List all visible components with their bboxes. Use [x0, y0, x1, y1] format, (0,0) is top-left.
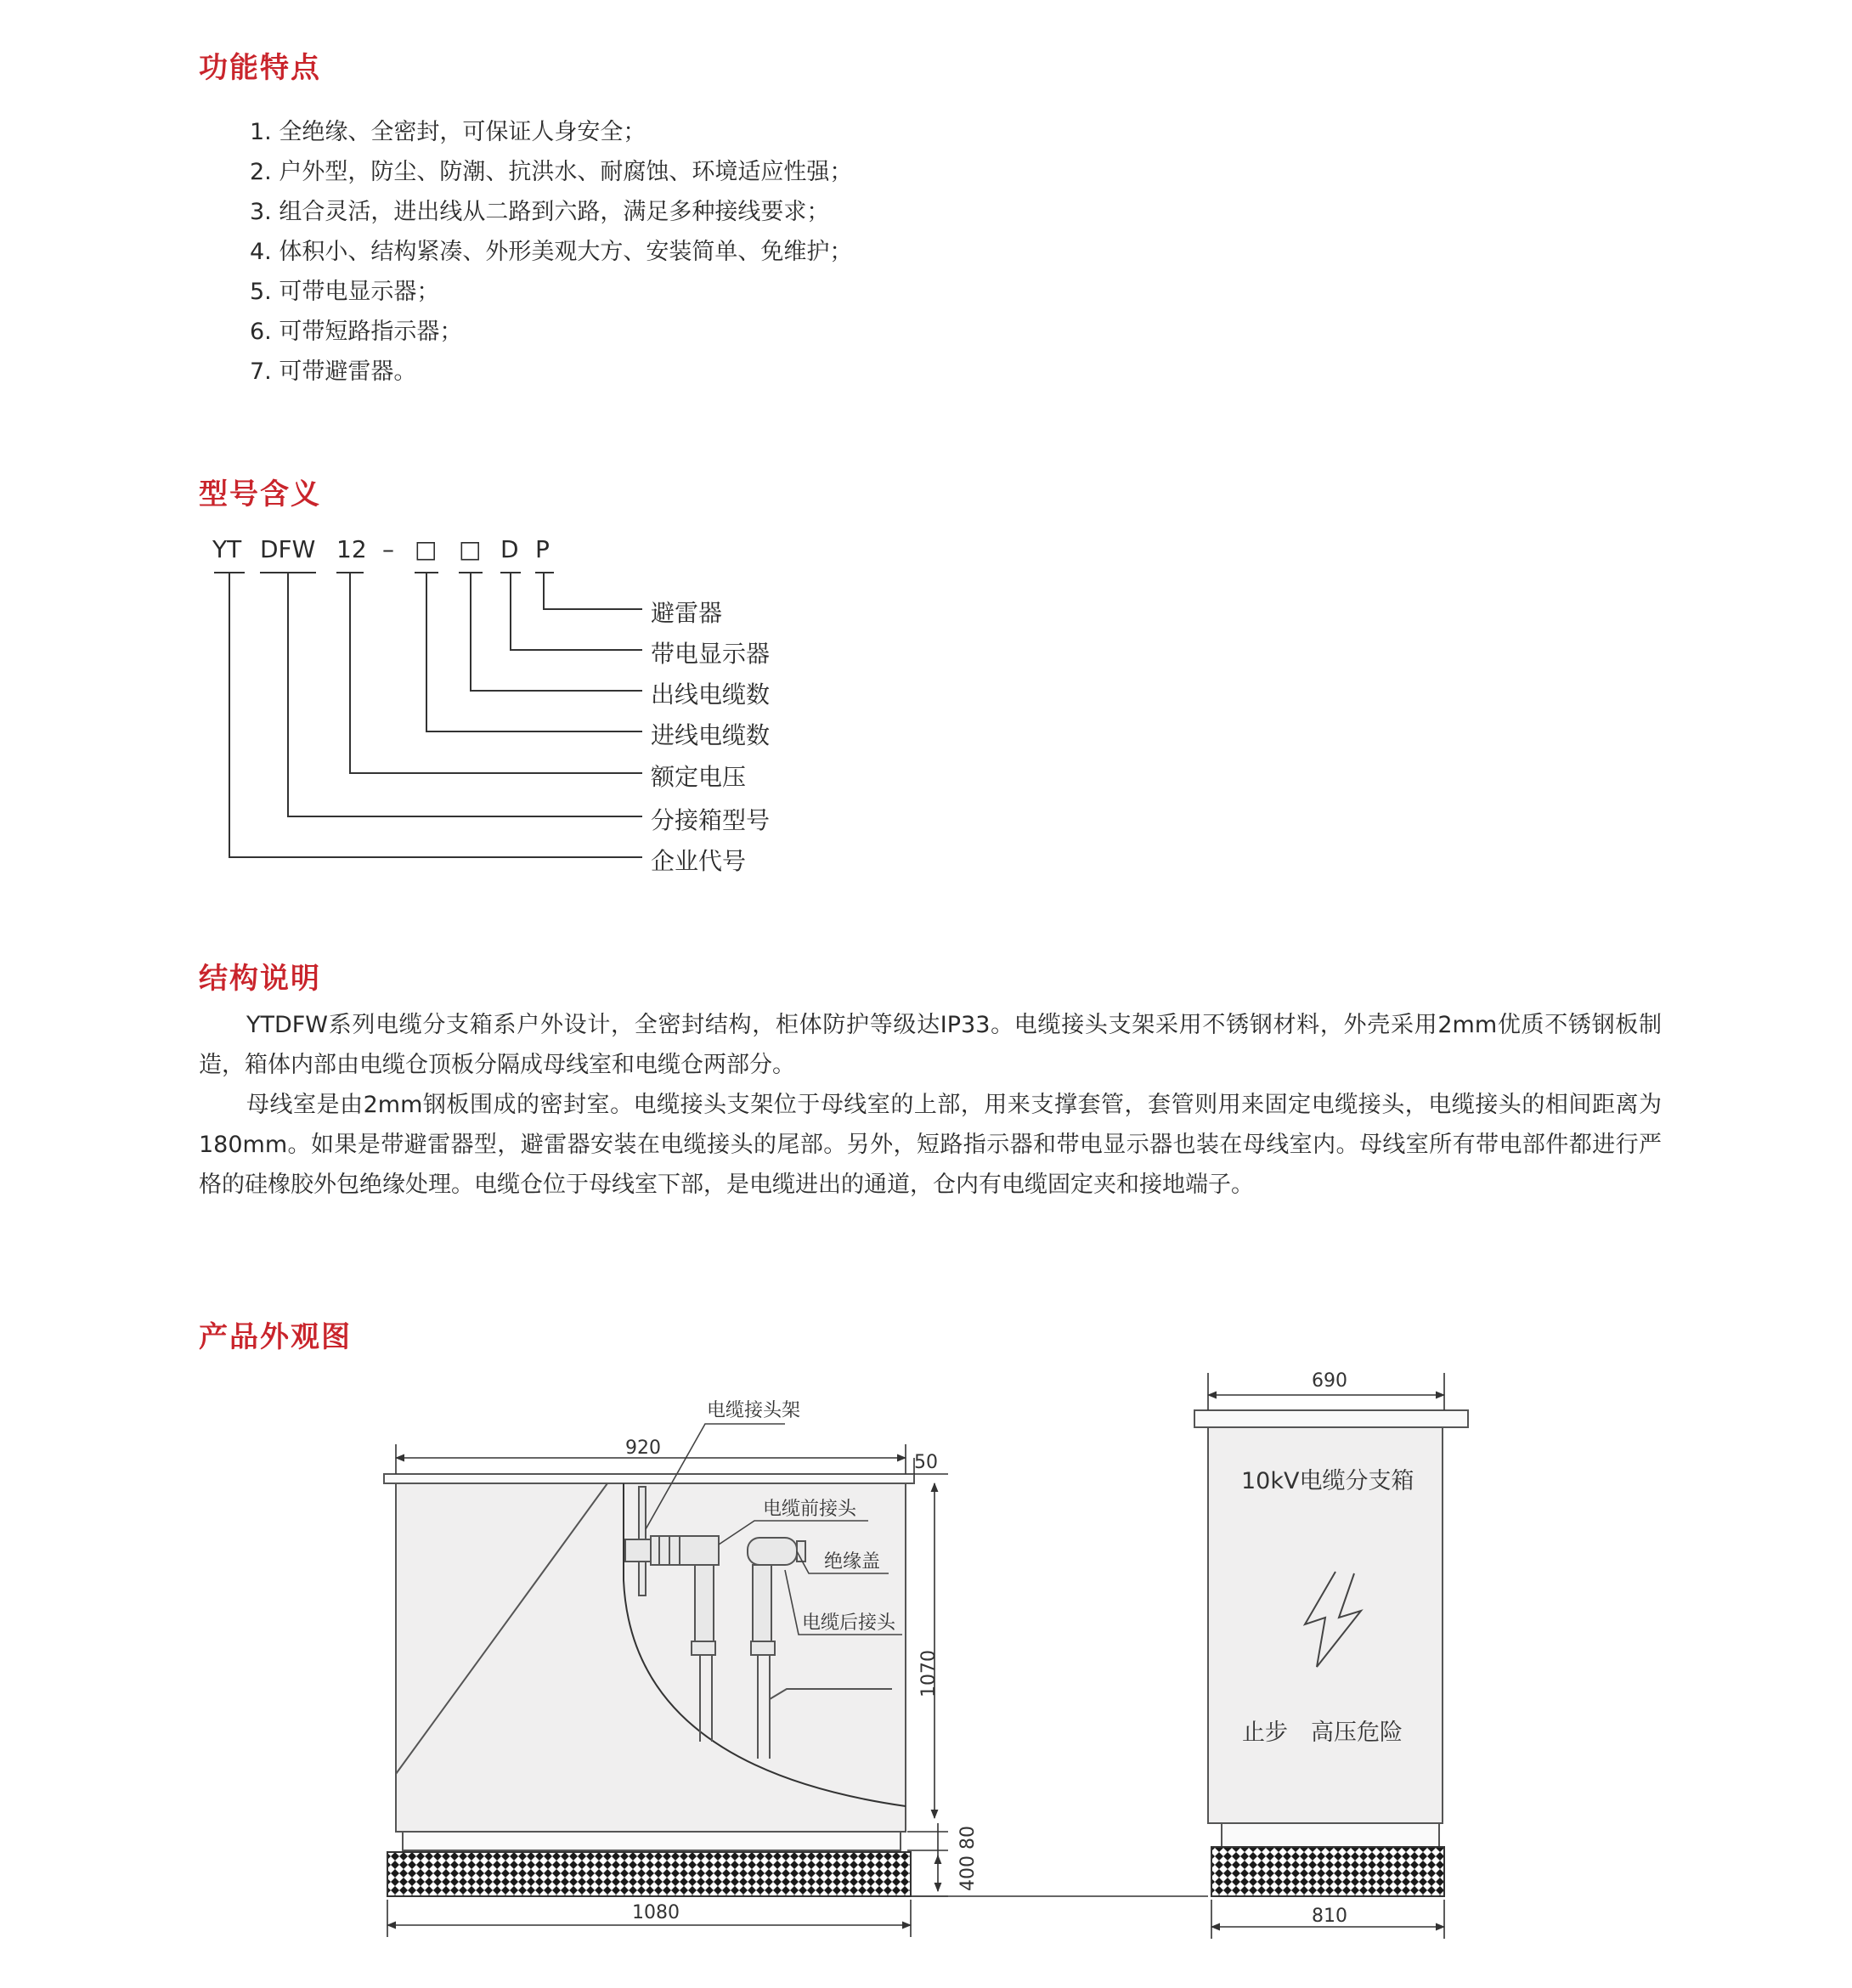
right-box-title: 10kV电缆分支箱 [1241, 1468, 1414, 1494]
code-part-dash: – [382, 535, 394, 563]
dim-left-bottom-width: 1080 [632, 1902, 680, 1923]
legend-company-code: 企业代号 [651, 847, 747, 875]
features-title: 功能特点 [199, 51, 321, 85]
feature-item: 3. 组合灵活，进出线从二路到六路，满足多种接线要求； [250, 199, 830, 225]
legend-box-model: 分接箱型号 [651, 806, 771, 834]
label-front-joint: 电缆前接头 [763, 1499, 857, 1520]
label-cable-bracket: 电缆接头架 [707, 1400, 801, 1421]
structure-title: 结构说明 [199, 962, 321, 996]
feature-item: 5. 可带电显示器； [250, 279, 440, 305]
code-part-12: 12 [336, 535, 367, 563]
dim-left-base: 400 80 [957, 1826, 979, 1891]
legend-outgoing-cables: 出线电缆数 [651, 681, 771, 709]
code-part-yt: YT [212, 535, 242, 563]
feature-item: 6. 可带短路指示器； [250, 319, 463, 345]
feature-item: 1. 全绝缘、全密封，可保证人身安全； [250, 119, 647, 145]
model-title: 型号含义 [199, 477, 321, 511]
feature-item: 4. 体积小、结构紧凑、外形美观大方、安装简单、免维护； [250, 239, 853, 265]
label-insulation-cover: 绝缘盖 [824, 1551, 881, 1573]
code-part-p: P [535, 535, 550, 563]
legend-rated-voltage: 额定电压 [651, 763, 747, 791]
label-rear-joint: 电缆后接头 [802, 1612, 896, 1634]
structure-paragraph-1: YTDFW系列电缆分支箱系户外设计，全密封结构，柜体防护等级达IP33。电缆接头支架采用不锈钢材料，外壳采用2mm优质不锈钢板制造，箱体内部由电缆仓顶板分隔成母线室和电缆仓两部分。 [199, 1012, 1662, 1078]
dim-left-height: 1070 [918, 1650, 940, 1697]
legend-incoming-cables: 进线电缆数 [651, 721, 771, 749]
left-view [384, 1474, 914, 1896]
appearance-title: 产品外观图 [199, 1320, 352, 1354]
feature-item: 2. 户外型，防尘、防潮、抗洪水、耐腐蚀、环境适应性强； [250, 159, 853, 185]
dim-left-overhang: 50 [914, 1452, 938, 1473]
code-part-d: D [500, 535, 519, 563]
dim-right-top-width: 690 [1312, 1370, 1347, 1392]
legend-arrester: 避雷器 [651, 599, 723, 627]
code-part-box-2: □ [459, 535, 482, 563]
legend-live-display: 带电显示器 [651, 640, 771, 668]
code-part-box-1: □ [415, 535, 438, 563]
dim-left-top-width: 920 [625, 1437, 661, 1459]
dim-right-bottom-width: 810 [1312, 1906, 1347, 1927]
code-part-dfw: DFW [260, 535, 316, 563]
feature-item: 7. 可带避雷器。 [250, 359, 417, 385]
structure-paragraph-2: 母线室是由2mm钢板围成的密封室。电缆接头支架位于母线室的上部，用来支撑套管，套管则用来固定电缆接头，电缆接头的相间距离为180mm。如果是带避雷器型，避雷器安装在电缆接头的尾部。另外，短路指示器和带电显示器也装在母线室内。母线室所有带电部件都进行严格的硅橡胶外包绝缘处理。电缆仓位于母线室下部，是电缆进出的通道，仓内有电缆固定夹和接地端子。 [199, 1092, 1662, 1198]
right-warning-text: 止步 高压危险 [1242, 1720, 1403, 1746]
